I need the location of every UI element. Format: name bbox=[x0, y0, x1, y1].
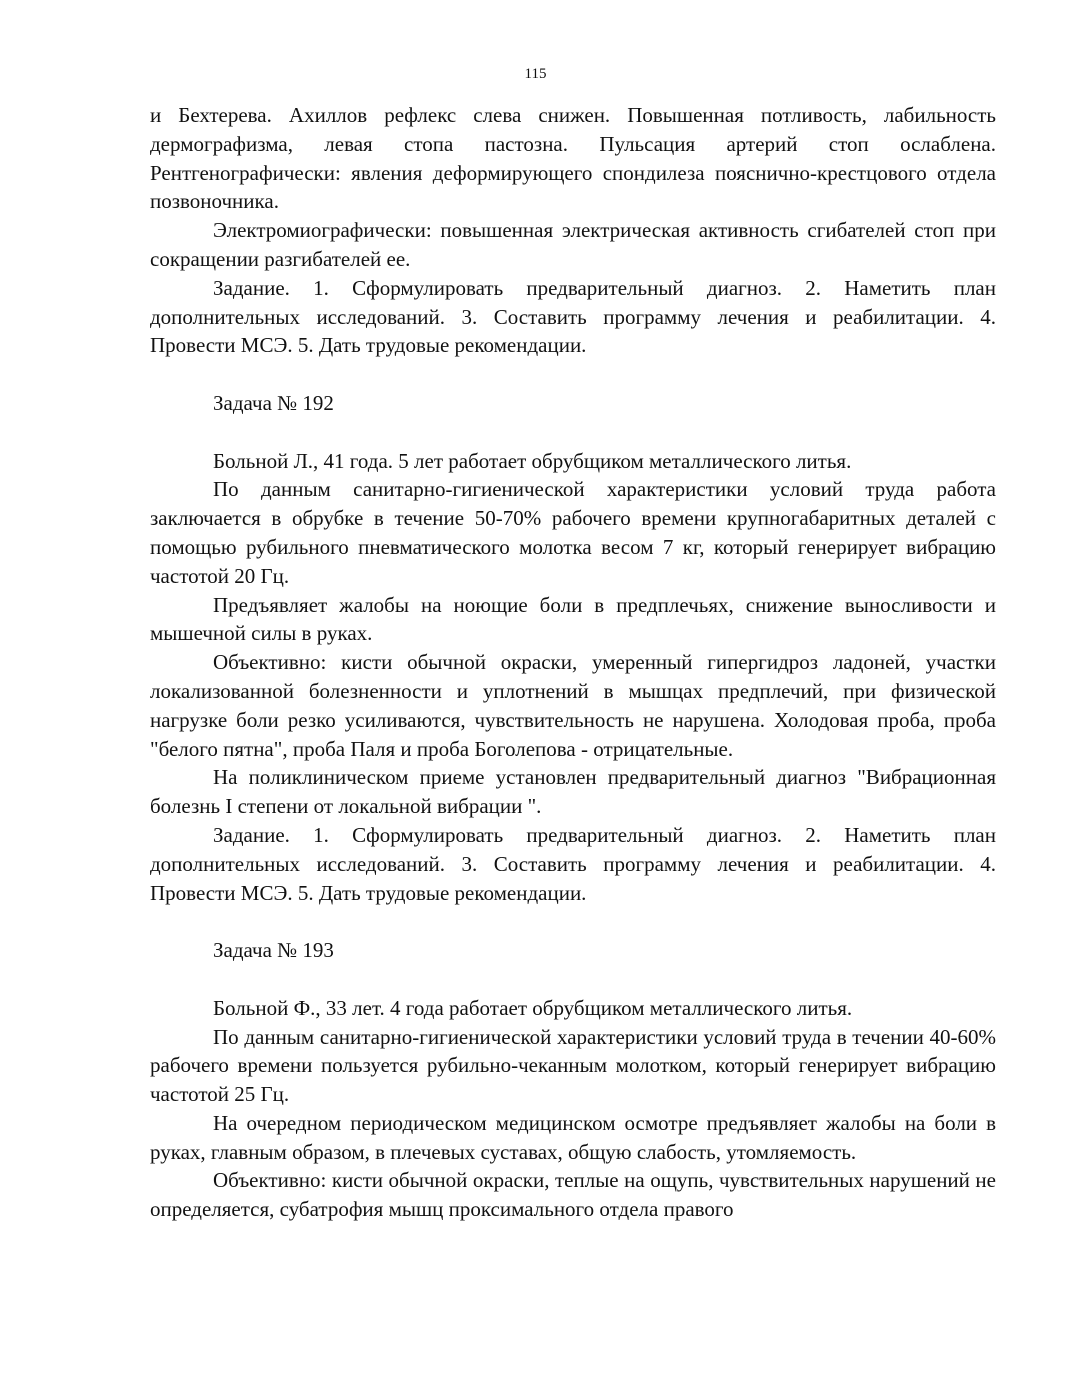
paragraph: Электромиографически: повышенная электрическая активность сгибателей стоп при сокращении разгибателей ее. bbox=[150, 218, 996, 271]
paragraph: Объективно: кисти обычной окраски, теплые на ощупь, чувствительных нарушений не определяется, субатрофия мышц проксимального отдела правого bbox=[150, 1168, 996, 1222]
page-number: 115 bbox=[524, 66, 547, 82]
document-body bbox=[150, 101, 996, 1224]
assignment-paragraph: Задание. 1. Сформулировать предварительный диагноз. 2. Наметить план дополнительных исследований. 3. Составить программу лечения и реабилитации. 4. Провести МСЭ. 5. Дать трудовые рекомендации. bbox=[150, 275, 996, 358]
paragraph: На поликлиническом приеме установлен предварительный диагноз "Вибрационная болезнь I степени от локальной вибрации ". bbox=[150, 765, 996, 819]
paragraph: Больной Л., 41 года. 5 лет работает обрубщиком металлического литья. bbox=[213, 448, 852, 473]
task-title-192: Задача № 192 bbox=[213, 390, 334, 415]
assignment-paragraph: Задание. 1. Сформулировать предварительный диагноз. 2. Наметить план дополнительных исследований. 3. Составить программу лечения и реабилитации. 4. Провести МСЭ. 5. Дать трудовые рекомендации. bbox=[150, 822, 996, 905]
paragraph: и Бехтерева. Ахиллов рефлекс слева снижен. Повышенная потливость, лабильность дермографизма, левая стопа пастозна. Пульсация артерий стоп ослаблена. Рентгенографически: явления деформирующего спондилеза пояснично-крестцового отдела позвоночника. bbox=[150, 103, 996, 214]
paragraph: На очередном периодическом медицинском осмотре предъявляет жалобы на боли в руках, главным образом, в плечевых суставах, общую слабость, утомляемость. bbox=[150, 1110, 996, 1164]
paragraph: Объективно: кисти обычной окраски, умеренный гипергидроз ладоней, участки локализованной болезненности и уплотнений в мышцах предплечий, при физической нагрузке боли резко усиливаются, чувствительность не нарушена. Холодовая проба, проба "белого пятна", проба Паля и проба Боголепова - отрицательные. bbox=[150, 650, 996, 761]
paragraph: По данным санитарно-гигиенической характеристики условий труда в течении 40-60% рабочего времени пользуется рубильно-чеканным молотком, который генерирует вибрацию частотой 25 Гц. bbox=[150, 1024, 996, 1107]
spacer bbox=[150, 360, 996, 389]
spacer bbox=[150, 965, 996, 994]
paragraph: По данным санитарно-гигиенической характеристики условий труда работа заключается в обрубке в течение 50-70% рабочего времени крупногабаритных деталей с помощью рубильного пневматического молотка весом 7 кг, который генерирует вибрацию частотой 20 Гц. bbox=[150, 477, 996, 588]
spacer bbox=[150, 418, 996, 447]
task-title-193: Задача № 193 bbox=[213, 938, 334, 963]
spacer bbox=[150, 907, 996, 936]
paragraph: Больной Ф., 33 лет. 4 года работает обрубщиком металлического литья. bbox=[213, 995, 853, 1020]
paragraph: Предъявляет жалобы на ноющие боли в предплечьях, снижение выносливости и мышечной силы в руках. bbox=[150, 592, 996, 646]
